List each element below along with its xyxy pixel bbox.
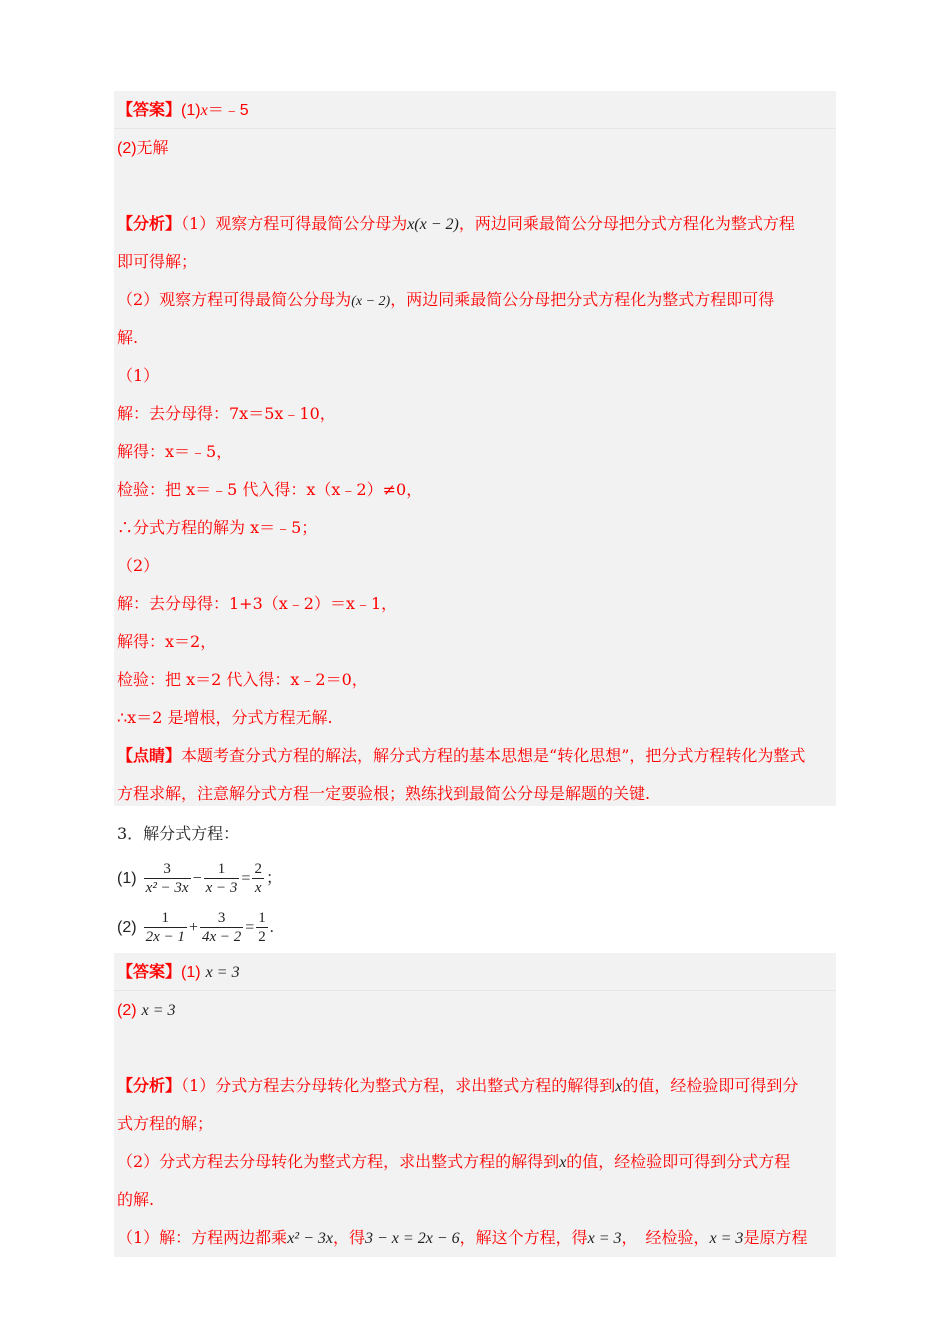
denominator: x − 3 [205,880,238,896]
analysis-text: （1）解：方程两边都乘 [117,1228,288,1247]
numerator: 2 [254,861,262,877]
numerator: 3 [163,861,171,877]
answer-1-line [117,98,249,122]
answer-part1-variable: x [200,102,208,119]
denominator: 2 [258,929,266,945]
analysis-text: ，得 [332,1228,365,1247]
question-3-equation-2 [117,905,274,949]
solution-1-step-2 [117,440,232,464]
analysis-text: （2）分式方程去分母转化为整式方程，求出整式方程的解得到 [117,1152,560,1171]
denominator: x [252,878,264,897]
analysis-1-line-1 [117,212,795,236]
denominator: x² − 3x [145,880,189,896]
analysis-text: ，两边同乘最简公分母把分式方程化为整式方程 [458,214,795,233]
solution-block-3 [114,953,836,1257]
operator: = [245,919,255,936]
question-title: 3．解分式方程： [117,824,240,843]
step-text: ∴x＝2 是增根，分式方程无解. [117,708,333,727]
step-text: 解：去分母得：7x＝5x﹣10， [117,404,336,423]
analysis-variable: x [559,1154,567,1171]
punctuation: ； [265,870,282,887]
fraction [200,909,243,946]
analysis-text: ，两边同乘最简公分母把分式方程化为整式方程即可得 [390,290,775,309]
solution-2-step-3 [117,668,368,692]
denominator: 4x − 2 [201,929,242,945]
equation-label: (1) [117,870,137,887]
analysis-3-line-1 [117,1074,798,1098]
analysis-formula: x(x − 2) [407,216,459,233]
step-text: 解得：x＝2， [117,632,217,651]
answer-tag: 【答案】 [117,102,182,119]
solution-2-step-4 [117,706,333,730]
step-text: 检验：把 x＝2 代入得：x﹣2＝0， [117,670,368,689]
denominator: 2x − 1 [145,929,185,945]
analysis-text: （2）观察方程可得最简公分母为 [117,290,352,309]
numerator: 1 [258,910,266,926]
analysis-3-line-2 [117,1112,213,1136]
analysis-text: 解. [117,328,139,347]
answer-part1-value: x = 3 [205,964,240,981]
step-text: 解：去分母得：1+3（x﹣2）＝x﹣1， [117,594,398,613]
analysis-3-line-4 [117,1188,154,1212]
answer-2-line [117,136,169,160]
answer-part2-label: (2) [117,1002,137,1019]
analysis-tag: 【分析】 [117,216,182,233]
solution-1-step-4 [117,516,317,540]
answer-part2: (2)无解 [117,140,169,157]
analysis-1-line-4 [117,326,138,350]
numerator: 1 [217,861,226,877]
solution-2-step-1 [117,592,397,616]
solution-1-heading [117,364,159,388]
answer-part1-label: (1) [181,102,201,119]
question-3-equation-1 [117,856,282,900]
fraction [256,909,268,946]
answer-part1-label: (1) [181,964,201,981]
analysis-formula: x² − 3x [287,1230,333,1247]
key-point-text: 方程求解，注意解分式方程一定要验根；熟练找到最简公分母是解题的关键. [117,784,651,803]
answer-3-line-2 [117,998,176,1022]
solution-2-step-2 [117,630,216,654]
solution-2-heading [117,554,159,578]
analysis-text: 的值，经检验即可得到分式方程 [566,1152,791,1171]
key-point-tag: 【点睛】 [117,748,182,765]
operator: + [188,919,198,936]
step-text: （2） [117,556,160,575]
step-text: （1） [117,366,160,385]
analysis-formula: x = 3 [587,1230,622,1247]
punctuation: . [269,919,274,936]
divider [114,990,836,991]
operator: = [241,870,251,887]
answer-tag: 【答案】 [117,964,182,981]
fraction [252,860,264,897]
analysis-text: 是原方程 [743,1228,808,1247]
analysis-text: 的解. [117,1190,155,1209]
answer-part2-value: x = 3 [141,1002,176,1019]
analysis-1-line-3 [117,288,774,312]
equation-label: (2) [117,919,137,936]
fraction [204,860,240,897]
analysis-text: ， 经检验， [621,1228,710,1247]
analysis-text: （1）分式方程去分母转化为整式方程，求出整式方程的解得到 [181,1076,616,1095]
analysis-text: 的值，经检验即可得到分 [622,1076,799,1095]
analysis-formula: x = 3 [709,1230,744,1247]
key-point-line-1 [117,744,805,768]
analysis-tag: 【分析】 [117,1078,182,1095]
analysis-3-line-3 [117,1150,790,1174]
fraction [144,860,191,897]
answer-3-line-1 [117,960,240,984]
step-text: 解得：x＝﹣5， [117,442,233,461]
solution-1-step-1 [117,402,336,426]
analysis-text: ，解这个方程，得 [459,1228,588,1247]
analysis-formula: (x − 2) [351,294,391,309]
operator: − [192,870,202,887]
step-text: ∴分式方程的解为 x＝﹣5； [117,518,318,537]
analysis-3-line-5 [117,1226,807,1250]
key-point-line-2 [117,782,650,806]
numerator: 3 [217,910,226,926]
fraction [144,909,187,946]
analysis-formula: 3 − x = 2x − 6 [365,1230,460,1247]
analysis-text: 式方程的解； [117,1114,214,1133]
question-3-title [117,822,239,846]
numerator: 1 [161,910,170,926]
divider [114,128,836,129]
solution-1-step-3 [117,478,422,502]
key-point-text: 本题考查分式方程的解法，解分式方程的基本思想是“转化思想”，把分式方程转化为整式 [181,746,806,765]
analysis-1-line-2 [117,250,197,274]
analysis-text: 即可得解； [117,252,198,271]
analysis-variable: x [615,1078,623,1095]
step-text: 检验：把 x＝﹣5 代入得：x（x﹣2）≠0， [117,480,423,499]
answer-part1-value: ＝﹣5 [207,102,249,119]
analysis-text: （1）观察方程可得最简公分母为 [181,214,408,233]
